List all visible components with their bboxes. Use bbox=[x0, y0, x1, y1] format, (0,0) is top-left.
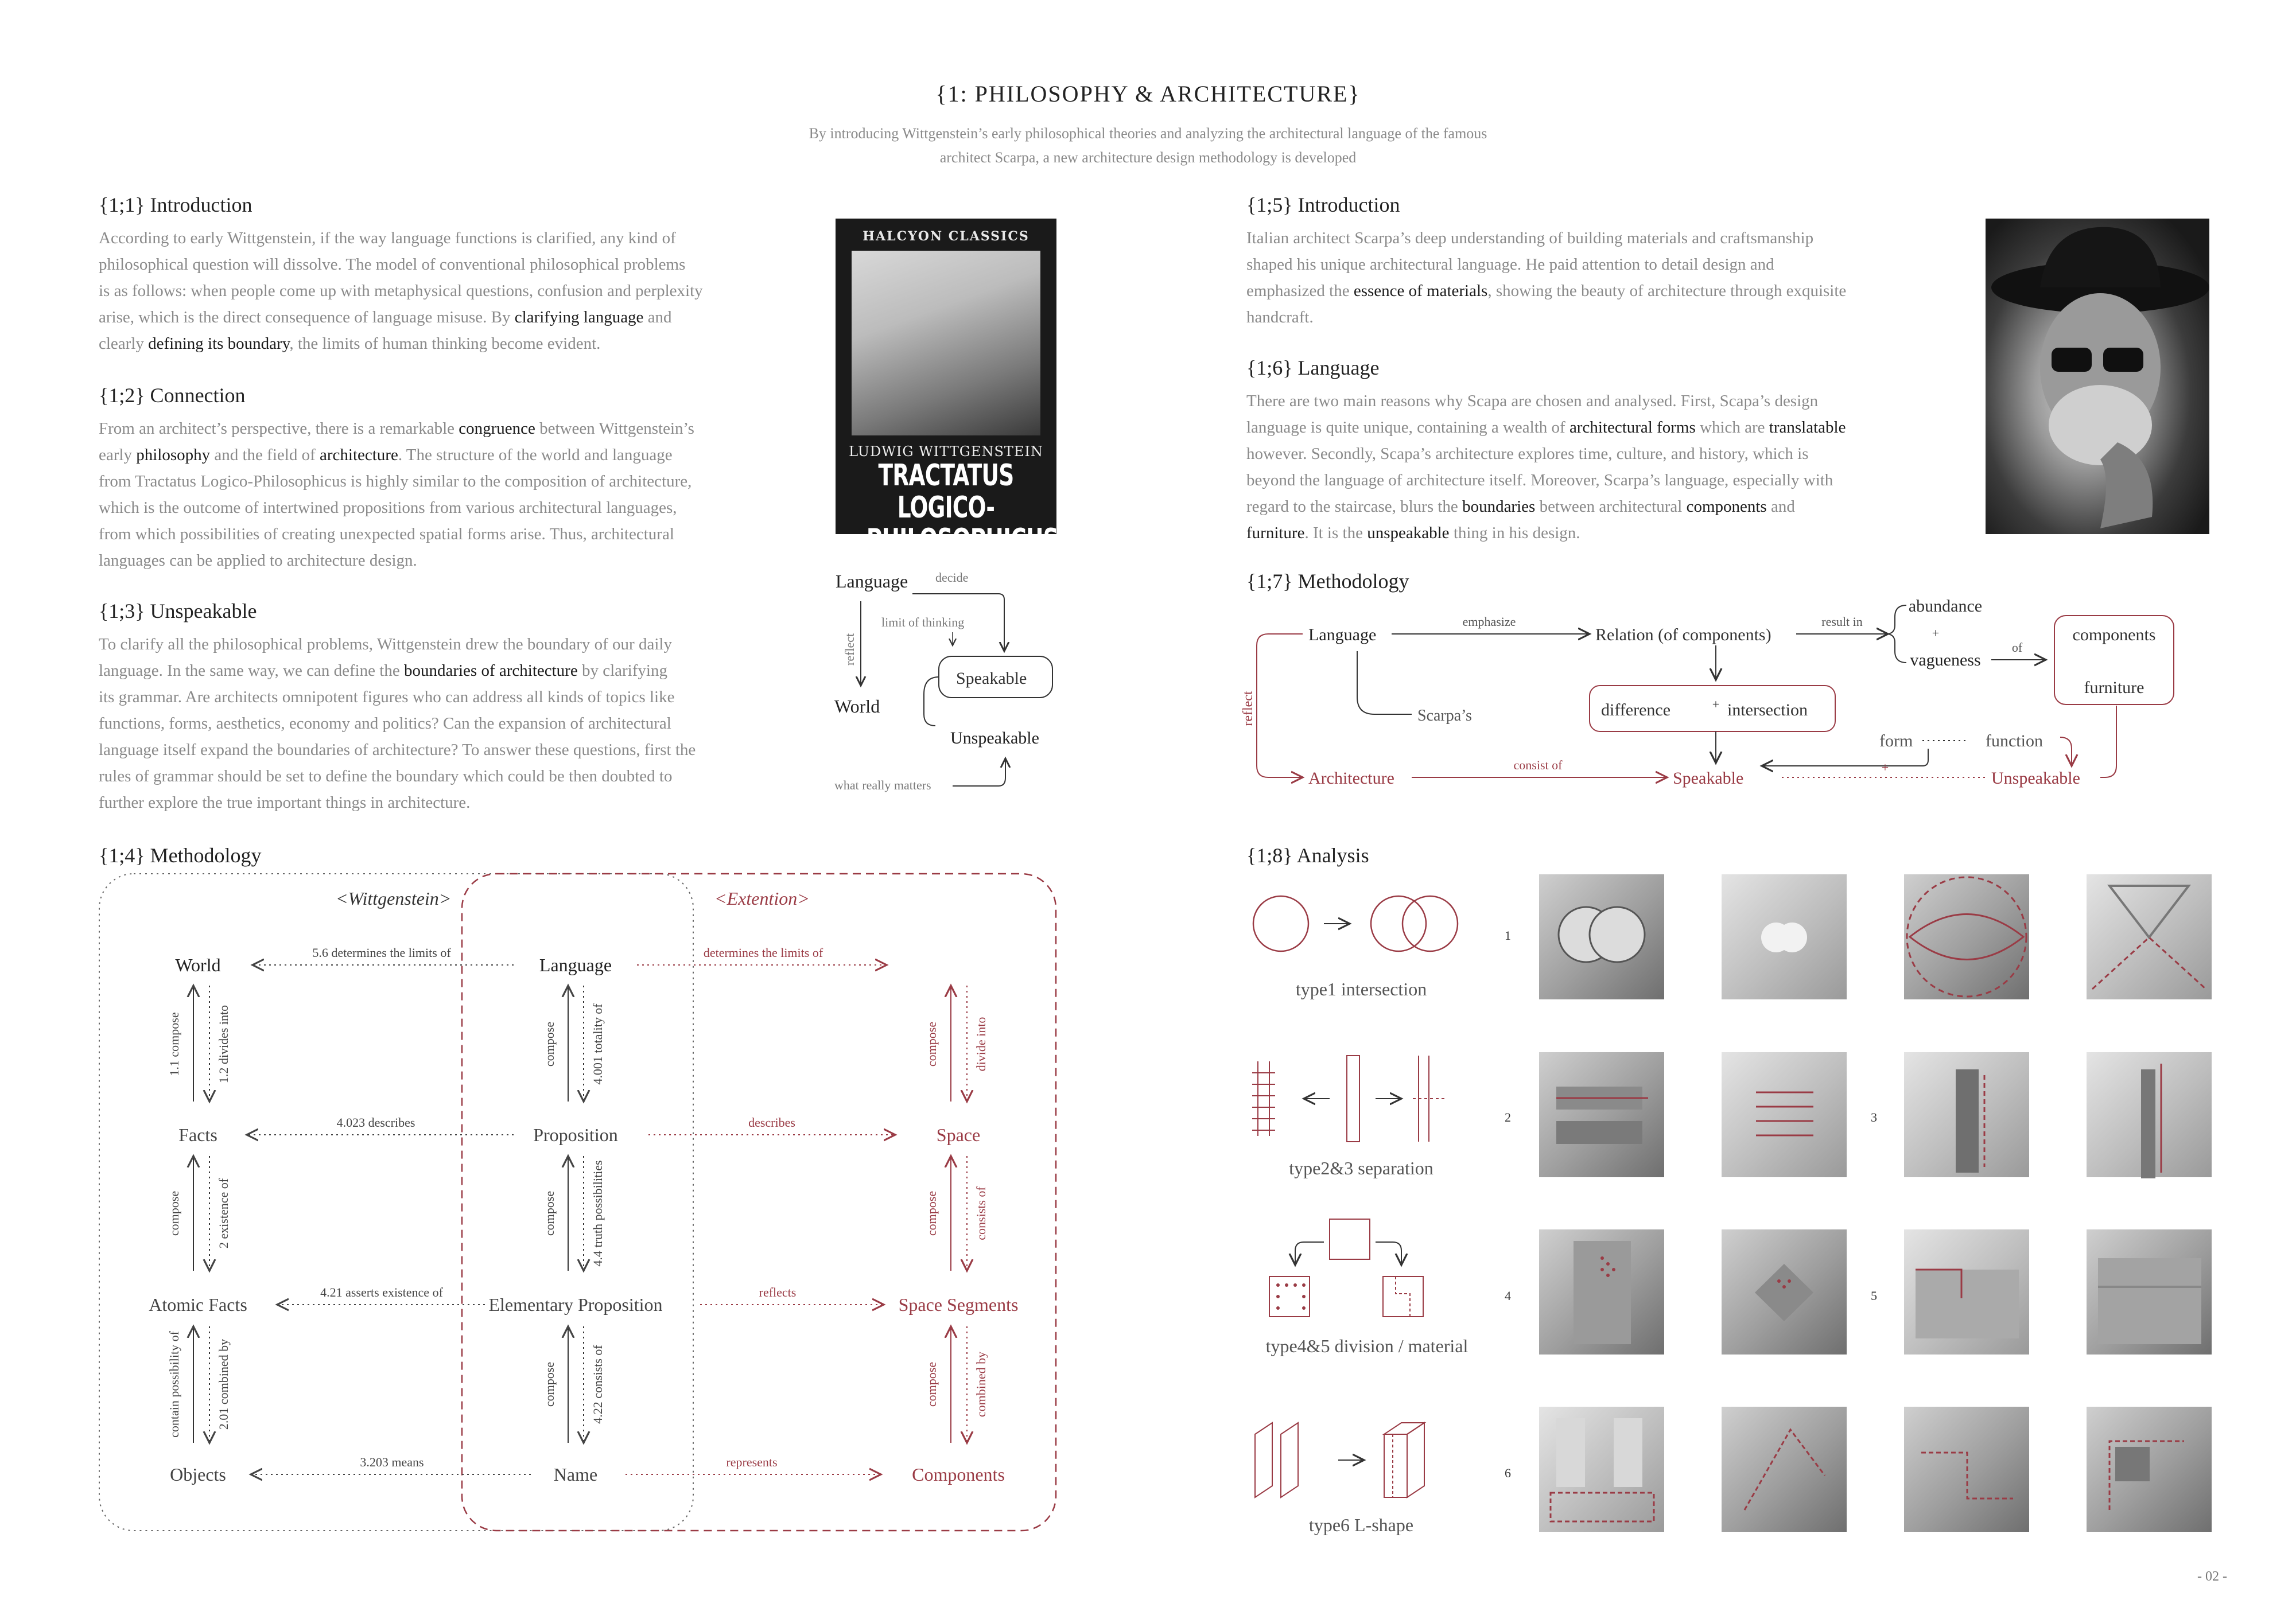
node-proposition: Proposition bbox=[533, 1124, 618, 1145]
vert-label: 1.1 compose bbox=[167, 1012, 181, 1076]
caption-type2 bbox=[1246, 1158, 1476, 1179]
scarpa-line bbox=[1357, 651, 1412, 714]
text-span: From an architect’s perspective, there is a remarkable bbox=[99, 419, 455, 438]
row-number: 4 bbox=[1505, 1289, 1511, 1303]
section-heading-1-4: {1;4} Methodology bbox=[99, 844, 262, 867]
analysis-photo bbox=[1539, 1052, 1664, 1177]
vert-label: 4.22 consists of bbox=[590, 1345, 605, 1424]
arrow-label: 3.203 means bbox=[360, 1455, 424, 1469]
text-span: and bbox=[647, 308, 672, 326]
diagram-world: World bbox=[834, 696, 880, 717]
text-span: , the limits of human thinking become evident. bbox=[289, 334, 601, 353]
subtitle-line-1: By introducing Wittgenstein’s early philosophical theories and analyzing the architectural language of the famous bbox=[809, 125, 1487, 142]
text-line: from which possibilities of creating unexpected spatial forms arise. Thus, architectural bbox=[99, 525, 674, 543]
keyword: essence of materials bbox=[1353, 282, 1488, 300]
section-body-1-2 bbox=[99, 415, 773, 574]
text-line: beyond the language of architecture itself. Moreover, Scarpa’s language, especially with bbox=[1246, 471, 1833, 489]
vert-label: consists of bbox=[974, 1186, 988, 1240]
reflect-loop bbox=[1257, 634, 1303, 777]
text-span: by clarifying bbox=[581, 661, 667, 680]
text-span: and bbox=[1770, 497, 1795, 516]
text-span: . The structure of the world and language bbox=[398, 446, 673, 464]
caption-type: type1 bbox=[1295, 979, 1337, 999]
row-number: 5 bbox=[1871, 1289, 1877, 1303]
node-name: Name bbox=[553, 1464, 598, 1485]
text-line bbox=[1246, 278, 1918, 304]
keyword: boundaries of architecture bbox=[403, 661, 578, 680]
label-plus: + bbox=[1712, 697, 1720, 711]
diagram-limit: limit of thinking bbox=[881, 615, 965, 629]
text-line bbox=[99, 304, 773, 330]
node-furniture: furniture bbox=[2084, 678, 2145, 697]
section-heading-1-1: {1;1} Introduction bbox=[99, 193, 252, 216]
label-plus: + bbox=[1932, 626, 1940, 640]
arrow-label: represents bbox=[726, 1455, 778, 1469]
node-abundance: abundance bbox=[1908, 597, 1983, 616]
node-language: Language bbox=[1308, 625, 1377, 644]
label-consist-of: consist of bbox=[1513, 758, 1563, 772]
text-line: According to early Wittgenstein, if the way language functions is clarified, any kind of bbox=[99, 229, 676, 247]
caption-desc: L-shape bbox=[1354, 1515, 1414, 1535]
keyword: unspeakable bbox=[1367, 524, 1450, 542]
matters-arrow bbox=[953, 758, 1005, 786]
vert-label: compose bbox=[542, 1021, 557, 1067]
node-unspeakable: Unspeakable bbox=[1991, 769, 2080, 788]
analysis-photo bbox=[2087, 1229, 2212, 1355]
text-line bbox=[1246, 520, 1918, 546]
arrow-label: describes bbox=[748, 1115, 795, 1130]
diagram-reflect: reflect bbox=[842, 633, 857, 665]
arrow-label: determines the limits of bbox=[703, 945, 823, 960]
keyword: translatable bbox=[1769, 418, 1846, 437]
analysis-photo bbox=[1904, 874, 2029, 999]
text-line: rules of grammar should be set to define the boundary which could be then doubted to bbox=[99, 767, 673, 785]
row-number: 2 bbox=[1505, 1110, 1511, 1124]
text-line bbox=[1246, 493, 1918, 520]
text-line: There are two main reasons why Scapa are chosen and analysed. First, Scapa’s design bbox=[1246, 392, 1819, 410]
text-line: functions, forms, aesthetics, economy and politics? Can the expansion of architectural bbox=[99, 714, 671, 733]
wittgenstein-portrait-image bbox=[852, 251, 1040, 435]
text-line bbox=[99, 330, 773, 357]
text-line bbox=[99, 442, 773, 468]
keyword: clarifying language bbox=[514, 308, 644, 326]
node-atomic-facts: Atomic Facts bbox=[149, 1294, 247, 1315]
type1-intersection-icon bbox=[1246, 883, 1487, 981]
row-number: 3 bbox=[1871, 1110, 1877, 1124]
text-line: its grammar. Are architects omnipotent figures who can address all kinds of topics like bbox=[99, 688, 675, 706]
analysis-photo bbox=[2087, 1052, 2212, 1177]
caption-type: type2&3 bbox=[1289, 1158, 1354, 1178]
node-relation: Relation (of components) bbox=[1595, 625, 1771, 644]
arrow-label: reflects bbox=[759, 1285, 797, 1299]
text-line bbox=[99, 415, 773, 442]
type6-l-shape-icon bbox=[1246, 1414, 1487, 1512]
section-heading-1-3: {1;3} Unspeakable bbox=[99, 600, 257, 622]
row-number: 1 bbox=[1505, 928, 1511, 943]
keyword: defining its boundary bbox=[148, 334, 290, 353]
boundary-line bbox=[924, 677, 939, 726]
caption-type6 bbox=[1246, 1515, 1476, 1536]
node-form: form bbox=[1879, 731, 1913, 750]
node-facts: Facts bbox=[178, 1124, 217, 1145]
node-vagueness: vagueness bbox=[1910, 651, 1981, 670]
node-architecture: Architecture bbox=[1308, 769, 1394, 788]
analysis-photo bbox=[1539, 874, 1664, 999]
keyword: philosophy bbox=[136, 446, 211, 464]
text-span: between Wittgenstein’s bbox=[539, 419, 694, 438]
node-intersection: intersection bbox=[1727, 700, 1808, 719]
section-heading-1-5: {1;5} Introduction bbox=[1246, 193, 1400, 216]
text-span: language is quite unique, containing a wealth of bbox=[1246, 418, 1565, 437]
wittgenstein-label: <Wittgenstein> bbox=[336, 888, 452, 909]
keyword: components bbox=[1686, 497, 1767, 516]
text-line: however. Secondly, Scapa’s architecture explores time, culture, and history, which is bbox=[1246, 445, 1809, 463]
vert-label: 2.01 combined by bbox=[216, 1338, 231, 1430]
label-scarpas: Scarpa’s bbox=[1417, 707, 1472, 725]
section-heading-1-7: {1;7} Methodology bbox=[1246, 570, 1409, 593]
vert-label: compose bbox=[924, 1021, 939, 1067]
vert-label: contain possibility of bbox=[167, 1331, 181, 1438]
keyword: congruence bbox=[459, 419, 535, 438]
node-world: World bbox=[175, 955, 221, 975]
caption-desc: intersection bbox=[1341, 979, 1427, 999]
vert-label: compose bbox=[542, 1190, 557, 1236]
cover-title-line: PHILOSOPHICUS bbox=[866, 523, 1058, 557]
row-number: 6 bbox=[1505, 1466, 1511, 1480]
label-result-in: result in bbox=[1821, 614, 1863, 629]
vertical-arrows-mid bbox=[568, 986, 584, 1443]
text-line: To clarify all the philosophical problems, Wittgenstein drew the boundary of our daily bbox=[99, 635, 672, 653]
text-span: emphasized the bbox=[1246, 282, 1350, 300]
language-world-diagram bbox=[826, 562, 1079, 803]
label-emphasize: emphasize bbox=[1462, 614, 1516, 629]
furniture-loop bbox=[2100, 706, 2116, 777]
text-span: language. In the same way, we can define the bbox=[99, 661, 400, 680]
analysis-photo bbox=[1722, 874, 1847, 999]
vert-label: combined by bbox=[974, 1351, 988, 1418]
keyword: furniture bbox=[1246, 524, 1305, 542]
text-line: philosophical question will dissolve. The model of conventional philosophical problems bbox=[99, 255, 686, 274]
subtitle-line-2: architect Scarpa, a new architecture design methodology is developed bbox=[939, 149, 1357, 166]
form-to-speakable-arrow bbox=[1762, 749, 1928, 766]
text-line bbox=[99, 657, 773, 684]
page-number: - 02 - bbox=[2197, 1569, 2227, 1584]
page-title: {1: PHILOSOPHY & ARCHITECTURE} bbox=[935, 81, 1361, 107]
section-body-1-3 bbox=[99, 631, 773, 816]
vert-label: compose bbox=[167, 1190, 181, 1236]
cover-title-line: TRACTATUS LOGICO- bbox=[878, 458, 1014, 525]
text-span: . It is the bbox=[1304, 524, 1363, 542]
text-line: languages can be applied to architecture design. bbox=[99, 551, 417, 570]
text-line: from Tractatus Logico-Philosophicus is highly similar to the composition of architecture, bbox=[99, 472, 692, 491]
text-span: early bbox=[99, 446, 132, 464]
text-span: , showing the beauty of architecture through exquisite bbox=[1487, 282, 1847, 300]
cover-author: LUDWIG WITTGENSTEIN bbox=[849, 443, 1043, 460]
keyword: boundaries bbox=[1462, 497, 1536, 516]
caption-type4 bbox=[1246, 1336, 1487, 1357]
text-span: thing in his design. bbox=[1453, 524, 1580, 542]
vert-label: 4.001 totality of bbox=[590, 1003, 605, 1085]
cover-title bbox=[866, 458, 1058, 557]
vert-label: 4.4 truth possibilities bbox=[590, 1160, 605, 1267]
vert-label: compose bbox=[924, 1190, 939, 1236]
node-components: Components bbox=[912, 1464, 1005, 1485]
vert-label: compose bbox=[542, 1361, 557, 1407]
node-components: components bbox=[2072, 625, 2156, 644]
analysis-photo bbox=[1722, 1407, 1847, 1532]
methodology-diagram bbox=[95, 869, 1070, 1540]
analysis-photo bbox=[2087, 1407, 2212, 1532]
function-arrow bbox=[2060, 737, 2072, 766]
node-space-segments: Space Segments bbox=[898, 1294, 1019, 1315]
text-span: regard to the staircase, blurs the bbox=[1246, 497, 1458, 516]
text-line bbox=[1246, 414, 1918, 441]
vert-label: divide into bbox=[974, 1017, 988, 1072]
diagram-language: Language bbox=[836, 571, 908, 591]
caption-desc: division / material bbox=[1334, 1336, 1468, 1356]
vertical-arrows-left bbox=[193, 986, 209, 1443]
scarpa-methodology-diagram bbox=[1240, 594, 2227, 800]
node-elementary-proposition: Elementary Proposition bbox=[488, 1294, 663, 1315]
extention-label: <Extention> bbox=[714, 888, 810, 909]
analysis-photo bbox=[1722, 1052, 1847, 1177]
text-line: Italian architect Scarpa’s deep understanding of building materials and craftsmanship bbox=[1246, 229, 1814, 247]
bracket bbox=[1888, 605, 1906, 663]
section-body-1-1 bbox=[99, 225, 773, 357]
arrow-label: 4.023 describes bbox=[336, 1115, 415, 1130]
node-function: function bbox=[1986, 731, 2043, 750]
section-body-1-6 bbox=[1246, 388, 1918, 546]
keyword: architecture bbox=[319, 446, 398, 464]
caption-type: type6 bbox=[1308, 1515, 1350, 1535]
section-heading-1-8: {1;8} Analysis bbox=[1246, 844, 1369, 867]
section-heading-1-6: {1;6} Language bbox=[1246, 356, 1380, 379]
label-plus: + bbox=[1881, 760, 1889, 774]
arrow-label: 5.6 determines the limits of bbox=[312, 945, 451, 960]
analysis-photo bbox=[1539, 1229, 1664, 1355]
text-span: which are bbox=[1700, 418, 1765, 437]
text-span: arise, which is the direct consequence of language misuse. By bbox=[99, 308, 511, 326]
hat-icon bbox=[1986, 219, 2209, 534]
text-line: further explore the true important things in architecture. bbox=[99, 793, 471, 812]
diagram-decide: decide bbox=[935, 570, 969, 585]
analysis-photo bbox=[1904, 1052, 2029, 1177]
node-space: Space bbox=[936, 1124, 981, 1145]
analysis-photo bbox=[2087, 874, 2212, 999]
text-line: handcraft. bbox=[1246, 308, 1314, 326]
vert-label: compose bbox=[924, 1361, 939, 1407]
text-span: between architectural bbox=[1539, 497, 1683, 516]
text-line: which is the outcome of intertwined propositions from various architectural languages, bbox=[99, 499, 677, 517]
text-line: shaped his unique architectural language. He paid attention to detail design and bbox=[1246, 255, 1774, 274]
vertical-arrows-right bbox=[951, 986, 967, 1443]
analysis-photo bbox=[1904, 1407, 2029, 1532]
node-difference: difference bbox=[1601, 700, 1671, 719]
page-subtitle bbox=[746, 122, 1550, 170]
keyword: architectural forms bbox=[1569, 418, 1696, 437]
diagram-matters: what really matters bbox=[834, 778, 931, 792]
label-reflect: reflect bbox=[1241, 691, 1256, 726]
analysis-photo bbox=[1539, 1407, 1664, 1532]
vert-label: 2 existence of bbox=[216, 1178, 231, 1249]
caption-desc: separation bbox=[1358, 1158, 1433, 1178]
type2-separation-icon bbox=[1246, 1056, 1487, 1153]
node-speakable: Speakable bbox=[1673, 769, 1744, 788]
text-line: is as follows: when people come up with metaphysical questions, confusion and perplexity bbox=[99, 282, 703, 300]
scarpa-portrait-image bbox=[1986, 219, 2209, 534]
caption-type1 bbox=[1246, 979, 1476, 1000]
cover-publisher: HALCYON CLASSICS bbox=[863, 229, 1029, 244]
arrow-label: 4.21 asserts existence of bbox=[320, 1285, 443, 1299]
section-heading-1-2: {1;2} Connection bbox=[99, 384, 246, 407]
vert-label: 1.2 divides into bbox=[216, 1005, 231, 1084]
text-span: and the field of bbox=[214, 446, 316, 464]
caption-type: type4&5 bbox=[1265, 1336, 1330, 1356]
text-line: language itself expand the boundaries of architecture? To answer these questions, first the bbox=[99, 741, 696, 759]
type4-division-icon bbox=[1246, 1219, 1487, 1334]
node-language: Language bbox=[539, 955, 612, 975]
node-objects: Objects bbox=[170, 1464, 226, 1485]
text-span: clearly bbox=[99, 334, 144, 353]
label-of: of bbox=[2011, 640, 2023, 655]
analysis-photo bbox=[1904, 1229, 2029, 1355]
section-body-1-5 bbox=[1246, 225, 1918, 330]
analysis-photo bbox=[1722, 1229, 1847, 1355]
tractatus-book-cover bbox=[836, 219, 1058, 557]
diagram-speakable: Speakable bbox=[956, 669, 1027, 688]
diagram-unspeakable: Unspeakable bbox=[950, 729, 1039, 748]
